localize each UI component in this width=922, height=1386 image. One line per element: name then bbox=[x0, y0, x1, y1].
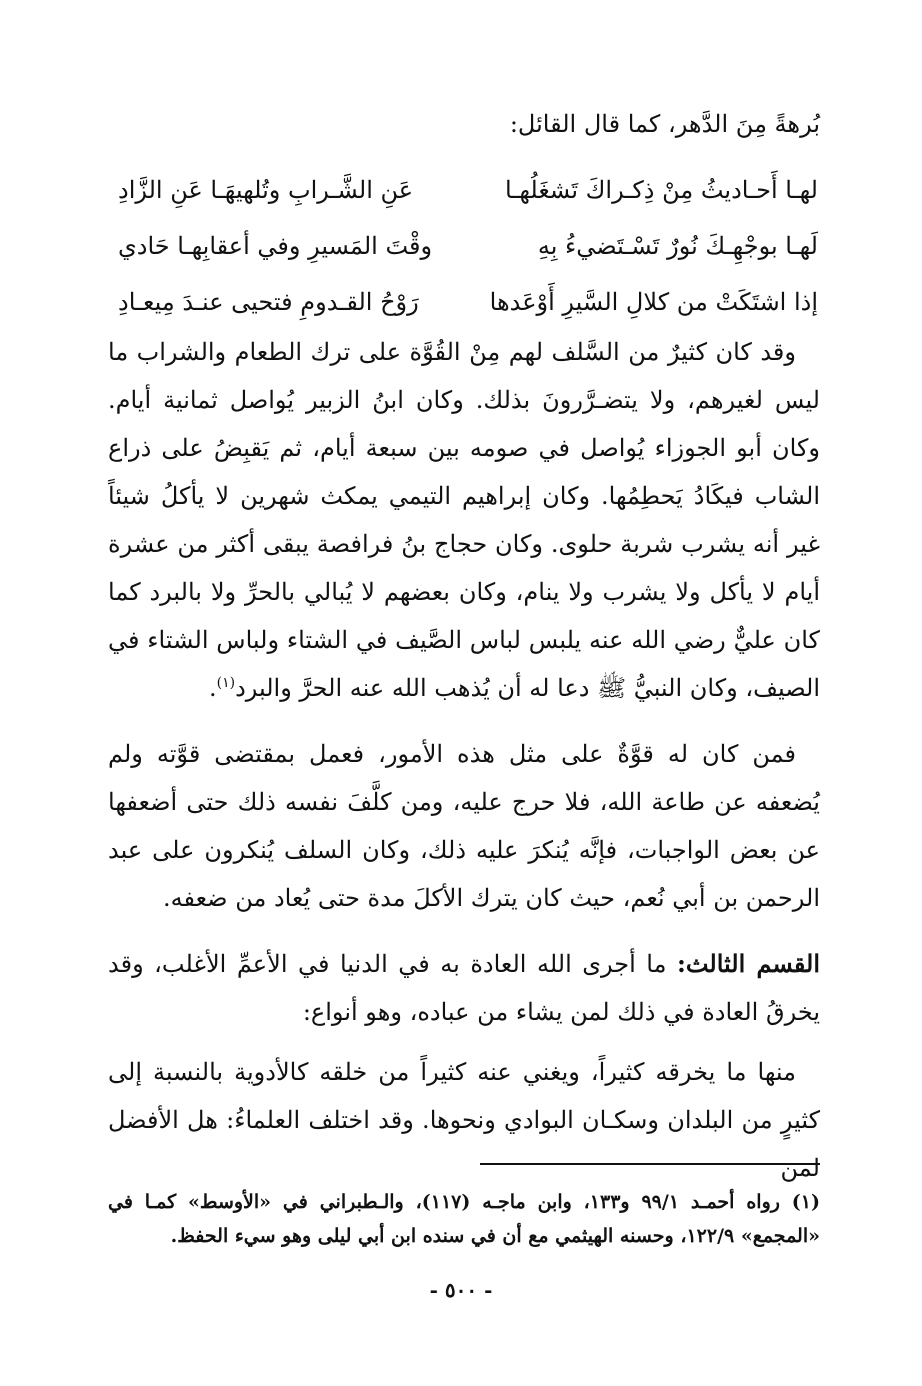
paragraph-text: ما أجرى الله العادة به في الدنيا في الأعمِّ الأغلب، وقد يخرقُ العادة في ذلك لمن يشاء من عباده، وهو أنواع: bbox=[108, 950, 820, 1026]
poem-hemistich-second: عَنِ الشَّـرابِ وتُلهيهَـا عَنِ الزَّادِ bbox=[118, 176, 414, 204]
footnote-marker: (١) bbox=[216, 675, 236, 691]
paragraph-end: . bbox=[208, 674, 217, 702]
poem-hemistich-first: لهـا أَحـاديثُ مِنْ ذِكـراكَ تَشغَلُهـا bbox=[505, 176, 818, 204]
poem-line-1 bbox=[118, 162, 818, 218]
section-heading: القسم الثالث: bbox=[676, 949, 820, 978]
paragraph-salaf-strength bbox=[108, 328, 820, 712]
footnote-divider bbox=[480, 1163, 820, 1165]
poem-line-2 bbox=[118, 218, 818, 274]
paragraph-remedies: منها ما يخرقه كثيراً، ويغني عنه كثيراً من خلقه كالأدوية بالنسبة إلى كثيرٍ من البلدان وسكـان البوادي ونحوها. وقد اختلف العلماءُ: هل الأفضل لمن bbox=[108, 1058, 820, 1182]
poem-line-3 bbox=[118, 274, 818, 330]
intro-line: بُرهةً مِنَ الدَّهر، كما قال القائل: bbox=[509, 110, 820, 138]
paragraph-text: وقد كان كثيرٌ من السَّلف لهم مِنْ القُوَّة على ترك الطعام والشراب ما ليس لغيرهم، ولا يتضـرَّرونَ بذلك. وكان ابنُ الزبير يُواصل ثمانية أيام. وكان أبو الجوزاء يُواصل في صومه بين سبعة أيام، ثم يَقبِضُ على ذراع الشاب فيكَادُ يَحطِمُها. وكان إبراهيم التيمي يمكث شهرين لا يأكلُ شيئاً غير أنه يشرب شربة حلوى. وكان حجاج بنُ فرافصة يبقى أكثر من عشرة أيام لا يأكل ولا يشرب ولا ينام، وكان بعضهم لا يُبالي بالحرِّ ولا بالبرد كما كان عليٌّ رضي الله عنه يلبس لباس الصَّيف في الشتاء ولباس الشتاء في الصيف، وكان النبيُّ ﷺ دعا له أن يُذهب الله عنه الحرَّ والبرد bbox=[108, 338, 820, 702]
footnote: (١) رواه أحمـد ٩٩/١ و١٣٣، وابن ماجـه (١١٧)، والـطبراني في «الأوسط» كمـا في «المجمع» ١٢٢/٩، وحسنه الهيثمي مع أن في سنده ابن أبي ليلى وهو سيء الحفظ. bbox=[108, 1191, 820, 1247]
poem-hemistich-first: لَهـا بوجْهِـكَ نُورٌ تَسْـتَضيءُ بِهِ bbox=[537, 232, 818, 260]
page-number: - ٥٠٠ - bbox=[429, 1278, 493, 1302]
poem-hemistich-second: وقْتَ المَسيرِ وفي أعقابِهـا حَادي bbox=[118, 232, 433, 260]
poem-block bbox=[118, 162, 818, 330]
poem-hemistich-second: رَوْحُ القـدومِ فتحيى عنـدَ مِيعـادِ bbox=[118, 288, 419, 316]
paragraph-third-section bbox=[108, 940, 820, 1036]
poem-hemistich-first: إذا اشتَكَتْ من كلالِ السَّيرِ أَوْعَدها bbox=[489, 288, 818, 316]
paragraph-capability: فمن كان له قوَّةٌ على مثل هذه الأمور، فعمل بمقتضى قوَّته ولم يُضعفه عن طاعة الله، فلا حرج عليه، ومن كلَّفَ نفسه ذلك حتى أضعفها عن بعض الواجبات، فإنَّه يُنكرَ عليه ذلك، وكان السلف يُنكرون على عبد الرحمن بن أبي نُعم، حيث كان يترك الأكلَ مدة حتى يُعاد من ضعفه. bbox=[108, 740, 820, 912]
